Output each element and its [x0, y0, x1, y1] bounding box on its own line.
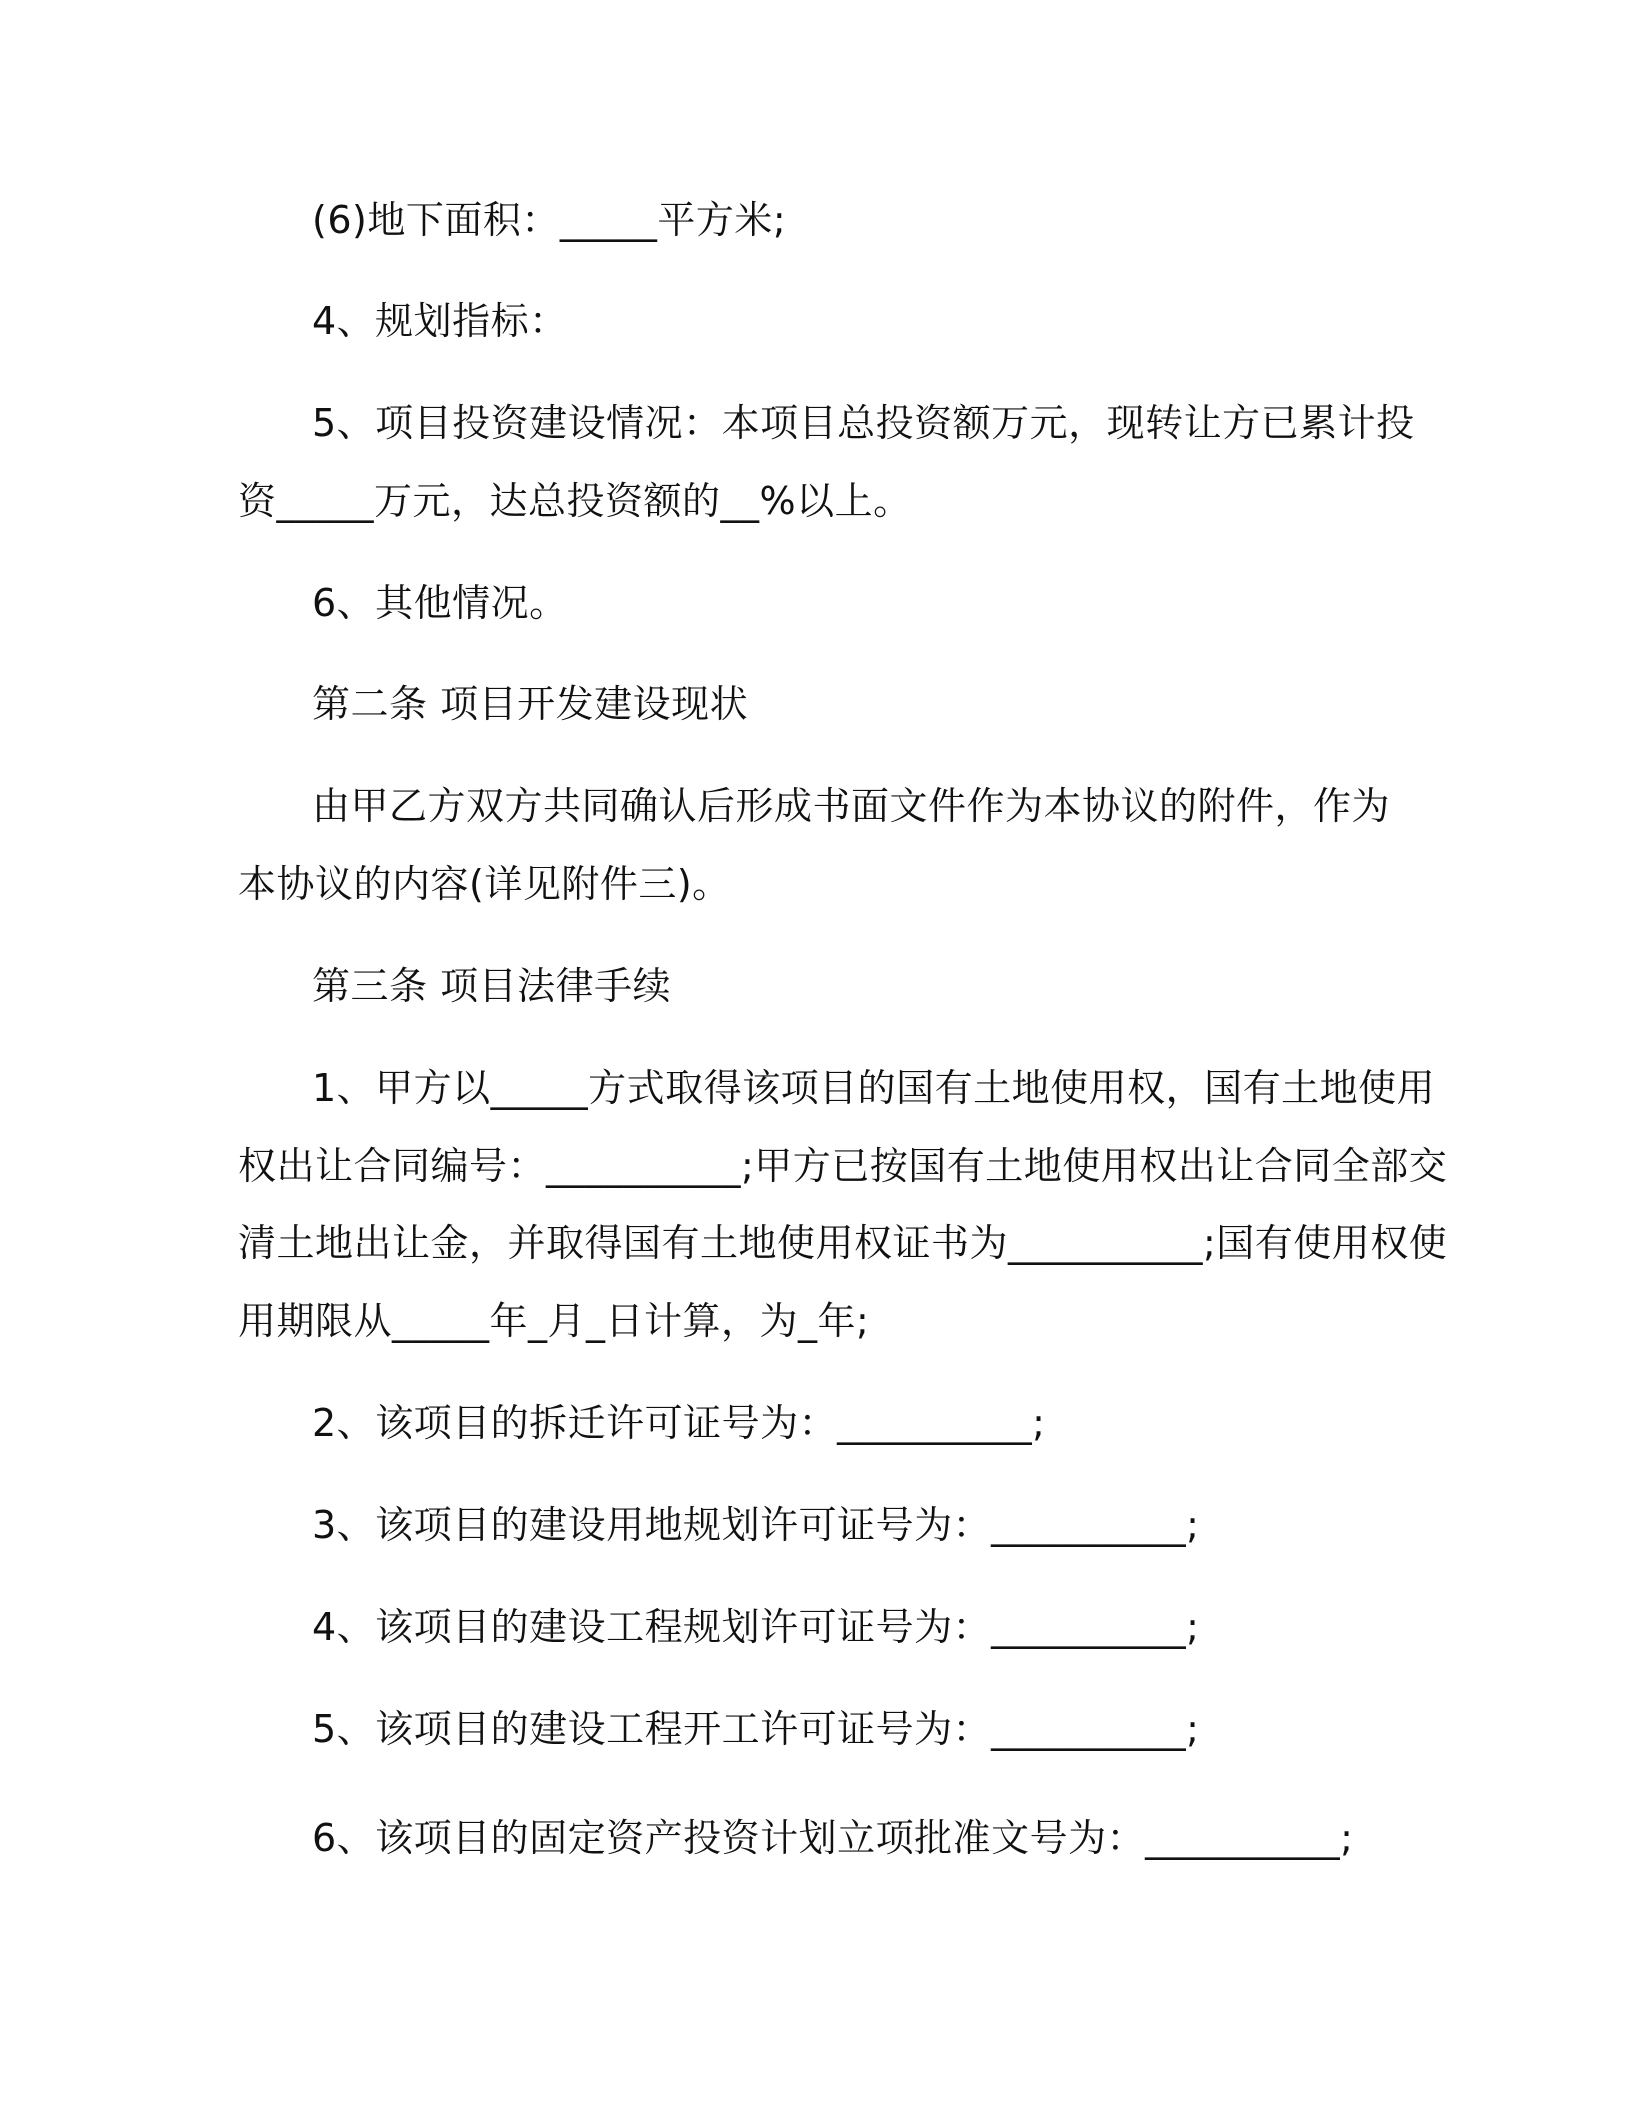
paragraph-land-line2: 权出让合同编号：__________;甲方已按国有土地使用权出让合同全部交 [238, 1144, 1448, 1188]
paragraph-land-line3: 清土地出让金，并取得国有土地使用权证书为__________;国有使用权使 [238, 1221, 1448, 1265]
paragraph-underground-area: (6)地下面积：_____平方米; [312, 198, 787, 242]
paragraph-construction-planning-permit: 4、该项目的建设工程规划许可证号为：__________; [312, 1605, 1200, 1649]
paragraph-investment-approval: 6、该项目的固定资产投资计划立项批准文号为：__________; [312, 1816, 1354, 1860]
paragraph-construction-start-permit: 5、该项目的建设工程开工许可证号为：__________; [312, 1707, 1200, 1751]
paragraph-land-line4: 用期限从_____年_月_日计算，为_年; [238, 1299, 870, 1343]
section-heading-article-3: 第三条 项目法律手续 [312, 964, 672, 1008]
paragraph-other: 6、其他情况。 [312, 581, 568, 625]
paragraph-status-line1: 由甲乙方双方共同确认后形成书面文件作为本协议的附件，作为 [312, 784, 1391, 828]
paragraph-investment-line1: 5、项目投资建设情况：本项目总投资额万元，现转让方已累计投 [312, 401, 1415, 445]
paragraph-investment-line2: 资_____万元，达总投资额的__%以上。 [238, 479, 912, 523]
paragraph-land-planning-permit: 3、该项目的建设用地规划许可证号为：__________; [312, 1503, 1200, 1547]
paragraph-demolition-permit: 2、该项目的拆迁许可证号为：__________; [312, 1401, 1046, 1445]
paragraph-planning-indicators: 4、规划指标： [312, 299, 568, 343]
section-heading-article-2: 第二条 项目开发建设现状 [312, 682, 749, 726]
paragraph-land-line1: 1、甲方以_____方式取得该项目的国有土地使用权，国有土地使用 [312, 1066, 1436, 1110]
paragraph-status-line2: 本协议的内容(详见附件三)。 [238, 862, 731, 906]
